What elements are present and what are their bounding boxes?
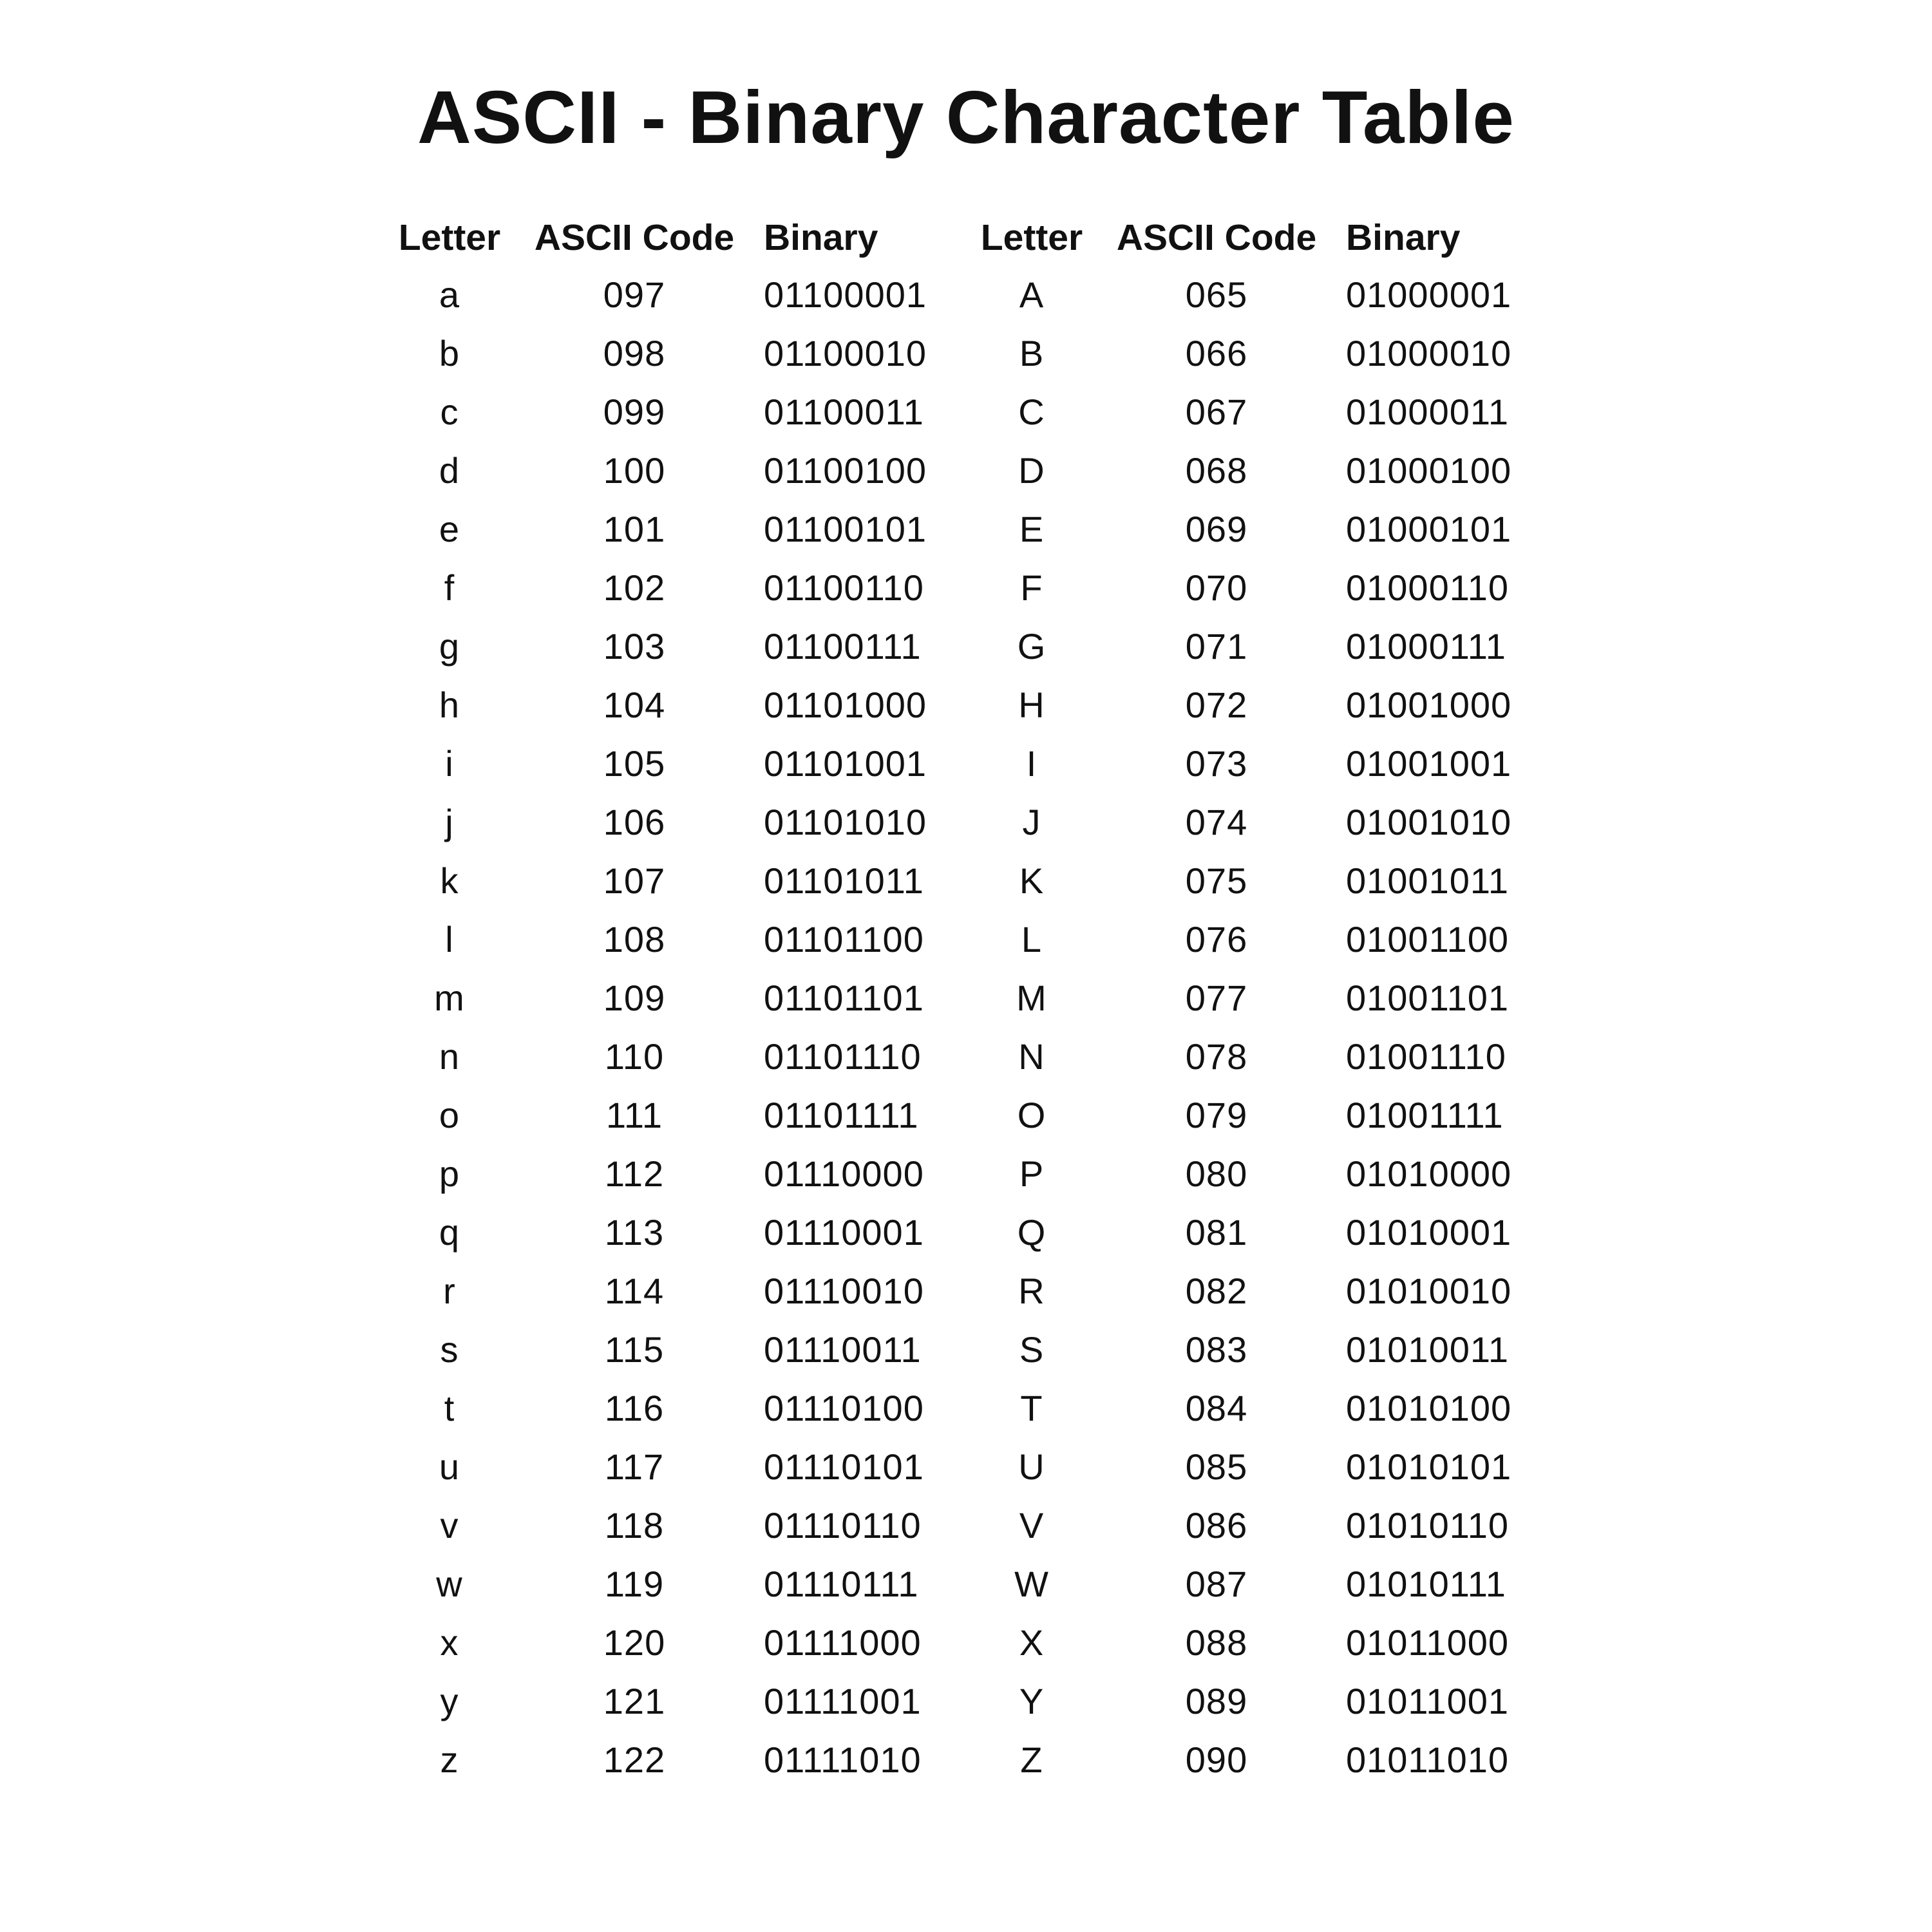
binary-lower-cell: 01100001 xyxy=(764,274,927,315)
ascii-code-upper-cell: 086 xyxy=(1185,1505,1248,1546)
table-row xyxy=(394,793,1558,851)
letter-upper-cell: S xyxy=(1019,1329,1045,1370)
header-binary-upper: Binary xyxy=(1346,217,1461,258)
binary-upper-cell: 01010100 xyxy=(1346,1388,1512,1428)
ascii-code-lower-cell: 117 xyxy=(604,1446,665,1487)
ascii-code-lower-cell: 099 xyxy=(603,392,666,432)
ascii-code-upper-cell: 068 xyxy=(1185,450,1248,491)
letter-lower-cell: u xyxy=(439,1446,460,1487)
header-letter-upper: Letter xyxy=(980,217,1083,258)
letter-upper-cell: D xyxy=(1018,450,1045,491)
binary-upper-cell: 01000010 xyxy=(1346,333,1512,374)
ascii-code-lower-cell: 110 xyxy=(604,1036,665,1077)
letter-upper-cell: U xyxy=(1018,1446,1045,1487)
binary-lower-cell: 01100100 xyxy=(764,450,927,491)
table-row xyxy=(394,1203,1558,1262)
letter-upper-cell: W xyxy=(1014,1564,1049,1604)
binary-upper-cell: 01000100 xyxy=(1346,450,1512,491)
ascii-code-lower-cell: 107 xyxy=(603,860,666,901)
letter-lower-cell: x xyxy=(440,1622,459,1663)
table-row xyxy=(394,1613,1558,1672)
ascii-code-lower-cell: 114 xyxy=(604,1271,665,1311)
table-row xyxy=(394,265,1558,324)
ascii-code-upper-cell: 066 xyxy=(1185,333,1248,374)
letter-upper-cell: V xyxy=(1019,1505,1045,1546)
letter-lower-cell: n xyxy=(439,1036,460,1077)
ascii-code-lower-cell: 102 xyxy=(603,567,666,608)
letter-lower-cell: z xyxy=(440,1739,459,1780)
letter-lower-cell: f xyxy=(444,567,455,608)
letter-lower-cell: h xyxy=(439,685,460,725)
binary-upper-cell: 01010001 xyxy=(1346,1212,1512,1253)
letter-upper-cell: J xyxy=(1022,802,1041,842)
letter-upper-cell: Q xyxy=(1017,1212,1046,1253)
letter-upper-cell: F xyxy=(1020,567,1043,608)
table-row xyxy=(394,1320,1558,1379)
letter-upper-cell: Z xyxy=(1020,1739,1043,1780)
ascii-code-upper-cell: 082 xyxy=(1185,1271,1248,1311)
binary-upper-cell: 01000111 xyxy=(1346,626,1506,667)
table-row xyxy=(394,1730,1558,1789)
binary-lower-cell: 01110110 xyxy=(764,1505,922,1546)
ascii-code-upper-cell: 076 xyxy=(1185,919,1248,960)
binary-upper-cell: 01001010 xyxy=(1346,802,1512,842)
ascii-code-upper-cell: 087 xyxy=(1185,1564,1248,1604)
table-row xyxy=(394,1672,1558,1730)
letter-upper-cell: N xyxy=(1018,1036,1045,1077)
letter-upper-cell: O xyxy=(1017,1095,1046,1135)
table-row xyxy=(394,734,1558,793)
ascii-code-upper-cell: 071 xyxy=(1185,626,1248,667)
binary-upper-cell: 01010110 xyxy=(1346,1505,1509,1546)
letter-lower-cell: b xyxy=(439,333,460,374)
ascii-code-lower-cell: 119 xyxy=(604,1564,665,1604)
letter-upper-cell: I xyxy=(1026,743,1037,784)
table-row xyxy=(394,676,1558,734)
letter-lower-cell: d xyxy=(439,450,460,491)
binary-lower-cell: 01110101 xyxy=(764,1446,924,1487)
binary-lower-cell: 01110000 xyxy=(764,1153,924,1194)
binary-lower-cell: 01101011 xyxy=(764,860,924,901)
ascii-code-lower-cell: 109 xyxy=(603,978,666,1018)
binary-lower-cell: 01100110 xyxy=(764,567,924,608)
binary-lower-cell: 01100010 xyxy=(764,333,927,374)
ascii-binary-table xyxy=(394,210,1558,1789)
table-row xyxy=(394,500,1558,558)
ascii-code-upper-cell: 075 xyxy=(1185,860,1248,901)
ascii-code-lower-cell: 111 xyxy=(605,1095,663,1135)
page-title: ASCII - Binary Character Table xyxy=(417,75,1515,159)
table-body xyxy=(394,265,1558,1789)
binary-upper-cell: 01010010 xyxy=(1346,1271,1512,1311)
ascii-code-upper-cell: 080 xyxy=(1185,1153,1248,1194)
ascii-code-upper-cell: 073 xyxy=(1185,743,1248,784)
ascii-code-upper-cell: 089 xyxy=(1185,1681,1248,1721)
ascii-code-lower-cell: 112 xyxy=(604,1153,665,1194)
letter-lower-cell: y xyxy=(440,1681,459,1721)
letter-lower-cell: t xyxy=(444,1388,455,1428)
ascii-code-lower-cell: 105 xyxy=(603,743,666,784)
letter-upper-cell: M xyxy=(1016,978,1047,1018)
binary-upper-cell: 01001000 xyxy=(1346,685,1512,725)
ascii-code-upper-cell: 083 xyxy=(1185,1329,1248,1370)
binary-lower-cell: 01110011 xyxy=(764,1329,922,1370)
ascii-code-lower-cell: 101 xyxy=(603,509,666,549)
table-row xyxy=(394,383,1558,441)
ascii-code-upper-cell: 070 xyxy=(1185,567,1248,608)
binary-upper-cell: 01001100 xyxy=(1346,919,1509,960)
header-ascii-code-lower: ASCII Code xyxy=(534,217,735,258)
table-row xyxy=(394,910,1558,969)
ascii-code-lower-cell: 118 xyxy=(604,1505,665,1546)
ascii-code-upper-cell: 085 xyxy=(1185,1446,1248,1487)
ascii-code-lower-cell: 097 xyxy=(603,274,666,315)
binary-lower-cell: 01101111 xyxy=(764,1095,919,1135)
binary-lower-cell: 01111001 xyxy=(764,1681,922,1721)
binary-upper-cell: 01011001 xyxy=(1346,1681,1509,1721)
letter-lower-cell: c xyxy=(440,392,459,432)
header-binary-lower: Binary xyxy=(764,217,878,258)
ascii-code-upper-cell: 065 xyxy=(1185,274,1248,315)
ascii-code-lower-cell: 122 xyxy=(603,1739,666,1780)
letter-upper-cell: Y xyxy=(1019,1681,1045,1721)
ascii-code-upper-cell: 079 xyxy=(1185,1095,1248,1135)
ascii-code-lower-cell: 115 xyxy=(604,1329,665,1370)
binary-upper-cell: 01001111 xyxy=(1346,1095,1504,1135)
table-row xyxy=(394,558,1558,617)
table-row xyxy=(394,969,1558,1027)
ascii-code-upper-cell: 069 xyxy=(1185,509,1248,549)
letter-lower-cell: l xyxy=(445,919,454,960)
binary-upper-cell: 01000101 xyxy=(1346,509,1512,549)
binary-upper-cell: 01001011 xyxy=(1346,860,1509,901)
ascii-code-lower-cell: 116 xyxy=(604,1388,665,1428)
ascii-code-upper-cell: 090 xyxy=(1185,1739,1248,1780)
table-row xyxy=(394,441,1558,500)
letter-lower-cell: v xyxy=(440,1505,459,1546)
header-letter-lower: Letter xyxy=(398,217,501,258)
binary-lower-cell: 01101000 xyxy=(764,685,927,725)
ascii-code-lower-cell: 100 xyxy=(603,450,666,491)
header-ascii-code-upper: ASCII Code xyxy=(1116,217,1317,258)
ascii-code-upper-cell: 067 xyxy=(1185,392,1248,432)
letter-lower-cell: m xyxy=(434,978,465,1018)
table-row xyxy=(394,1437,1558,1496)
ascii-code-upper-cell: 081 xyxy=(1185,1212,1248,1253)
binary-upper-cell: 01000011 xyxy=(1346,392,1509,432)
letter-lower-cell: e xyxy=(439,509,460,549)
letter-lower-cell: i xyxy=(445,743,454,784)
binary-upper-cell: 01010011 xyxy=(1346,1329,1509,1370)
table-row xyxy=(394,851,1558,910)
letter-lower-cell: p xyxy=(439,1153,460,1194)
binary-lower-cell: 01101100 xyxy=(764,919,924,960)
letter-lower-cell: o xyxy=(439,1095,460,1135)
letter-upper-cell: L xyxy=(1021,919,1043,960)
binary-lower-cell: 01111010 xyxy=(764,1739,922,1780)
letter-upper-cell: R xyxy=(1018,1271,1045,1311)
binary-lower-cell: 01111000 xyxy=(764,1622,922,1663)
ascii-code-lower-cell: 121 xyxy=(603,1681,666,1721)
ascii-code-lower-cell: 104 xyxy=(603,685,666,725)
ascii-code-upper-cell: 074 xyxy=(1185,802,1248,842)
binary-upper-cell: 01011000 xyxy=(1346,1622,1509,1663)
binary-lower-cell: 01110001 xyxy=(764,1212,924,1253)
table-row xyxy=(394,1496,1558,1555)
binary-lower-cell: 01101101 xyxy=(764,978,924,1018)
header-row xyxy=(394,210,1558,265)
table-row xyxy=(394,1555,1558,1613)
binary-lower-cell: 01100111 xyxy=(764,626,922,667)
binary-upper-cell: 01010111 xyxy=(1346,1564,1506,1604)
table-row xyxy=(394,324,1558,383)
table-row xyxy=(394,1086,1558,1144)
binary-upper-cell: 01010000 xyxy=(1346,1153,1512,1194)
ascii-code-lower-cell: 108 xyxy=(603,919,666,960)
letter-lower-cell: r xyxy=(443,1271,456,1311)
letter-lower-cell: g xyxy=(439,626,460,667)
letter-upper-cell: B xyxy=(1019,333,1045,374)
ascii-code-lower-cell: 103 xyxy=(603,626,666,667)
table-row xyxy=(394,1262,1558,1320)
table-row xyxy=(394,617,1558,676)
binary-upper-cell: 01000110 xyxy=(1346,567,1509,608)
table-row xyxy=(394,1379,1558,1437)
ascii-code-lower-cell: 098 xyxy=(603,333,666,374)
letter-upper-cell: T xyxy=(1020,1388,1043,1428)
letter-upper-cell: E xyxy=(1019,509,1045,549)
letter-upper-cell: K xyxy=(1019,860,1045,901)
ascii-code-lower-cell: 106 xyxy=(603,802,666,842)
binary-lower-cell: 01101110 xyxy=(764,1036,922,1077)
letter-lower-cell: a xyxy=(439,274,460,315)
table-row xyxy=(394,1144,1558,1203)
binary-upper-cell: 01001101 xyxy=(1346,978,1509,1018)
binary-lower-cell: 01110100 xyxy=(764,1388,924,1428)
binary-upper-cell: 01011010 xyxy=(1346,1739,1509,1780)
binary-lower-cell: 01101001 xyxy=(764,743,927,784)
ascii-code-upper-cell: 072 xyxy=(1185,685,1248,725)
letter-lower-cell: k xyxy=(440,860,459,901)
letter-upper-cell: H xyxy=(1018,685,1045,725)
binary-lower-cell: 01101010 xyxy=(764,802,927,842)
ascii-code-lower-cell: 113 xyxy=(604,1212,665,1253)
ascii-code-upper-cell: 084 xyxy=(1185,1388,1248,1428)
ascii-code-lower-cell: 120 xyxy=(603,1622,666,1663)
letter-upper-cell: A xyxy=(1019,274,1045,315)
binary-upper-cell: 01001110 xyxy=(1346,1036,1506,1077)
letter-lower-cell: q xyxy=(439,1212,460,1253)
letter-upper-cell: X xyxy=(1019,1622,1045,1663)
letter-lower-cell: j xyxy=(445,802,454,842)
letter-upper-cell: G xyxy=(1017,626,1046,667)
table-row xyxy=(394,1027,1558,1086)
letter-upper-cell: P xyxy=(1019,1153,1045,1194)
binary-upper-cell: 01000001 xyxy=(1346,274,1512,315)
binary-lower-cell: 01100101 xyxy=(764,509,927,549)
binary-lower-cell: 01110111 xyxy=(764,1564,919,1604)
letter-upper-cell: C xyxy=(1018,392,1045,432)
letter-lower-cell: s xyxy=(440,1329,459,1370)
binary-upper-cell: 01010101 xyxy=(1346,1446,1512,1487)
letter-lower-cell: w xyxy=(436,1564,463,1604)
ascii-code-upper-cell: 077 xyxy=(1185,978,1248,1018)
ascii-code-upper-cell: 088 xyxy=(1185,1622,1248,1663)
ascii-code-upper-cell: 078 xyxy=(1185,1036,1248,1077)
binary-lower-cell: 01100011 xyxy=(764,392,924,432)
binary-lower-cell: 01110010 xyxy=(764,1271,924,1311)
binary-upper-cell: 01001001 xyxy=(1346,743,1512,784)
